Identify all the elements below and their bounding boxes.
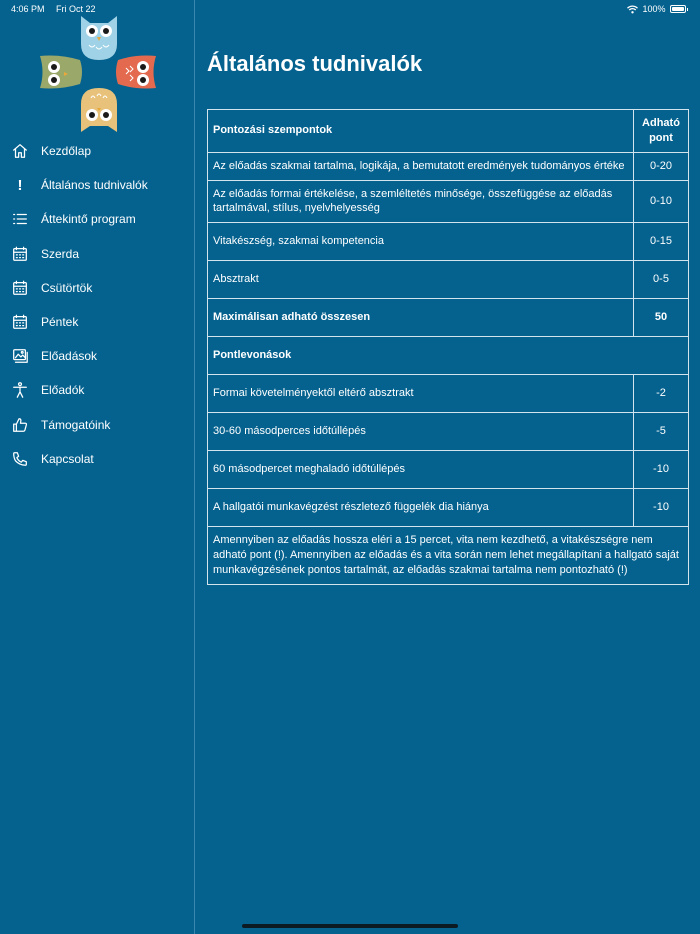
sidebar-item-szerda[interactable] — [0, 237, 195, 271]
sidebar-item-label: Áttekintő program — [41, 212, 136, 227]
owl-yellow — [81, 88, 117, 132]
points-cell: -10 — [634, 489, 689, 527]
sidebar-item-attekinto-program[interactable] — [0, 202, 195, 236]
criteria-header: Pontozási szempontok — [208, 110, 634, 153]
criteria-cell: Absztrakt — [208, 261, 634, 299]
sidebar-nav — [0, 134, 195, 476]
home-indicator[interactable] — [242, 924, 458, 928]
owl-logo — [38, 14, 160, 134]
note-text: Amennyiben az előadás hossza eléri a 15 percet, vita nem kezdhető, a vitakészségre nem adható pont (!). Amennyiben az előadás és a vita során nem lehet megállapítani a hallgató saját munkavégzésének pontos tartalmát, az előadás szakmai tartalma nem pontozható (!) — [208, 527, 689, 585]
total-label: Maximálisan adható összesen — [208, 299, 634, 337]
points-cell: 0-5 — [634, 261, 689, 299]
points-cell: 0-20 — [634, 152, 689, 180]
thumbs-up-icon — [10, 415, 30, 435]
page-title: Általános tudnivalók — [207, 51, 423, 76]
table-row — [208, 451, 689, 489]
deduction-cell: A hallgatói munkavégzést részletező függelék dia hiánya — [208, 489, 634, 527]
deductions-title: Pontlevonások — [208, 337, 689, 375]
deduction-cell: 60 másodpercet meghaladó időtúllépés — [208, 451, 634, 489]
points-cell: 0-15 — [634, 223, 689, 261]
owl-blue — [81, 16, 117, 60]
owl-green — [40, 56, 82, 89]
battery-icon — [670, 5, 686, 13]
table-header-row — [208, 110, 689, 153]
criteria-cell: Az előadás szakmai tartalma, logikája, a bemutatott eredmények tudományos értéke — [208, 152, 634, 180]
sidebar-item-label: Csütörtök — [41, 280, 93, 295]
total-row — [208, 299, 689, 337]
sidebar-item-tamogatoink[interactable] — [0, 408, 195, 442]
criteria-cell: Vitakészség, szakmai kompetencia — [208, 223, 634, 261]
table-row — [208, 223, 689, 261]
wifi-icon — [627, 5, 638, 14]
sidebar-item-pentek[interactable] — [0, 305, 195, 339]
criteria-cell: Az előadás formai értékelése, a szemléltetés minősége, összefüggése az előadás tartalmával, stílus, nyelvhelyesség — [208, 180, 634, 223]
table-row — [208, 152, 689, 180]
exclamation-icon: ! — [17, 176, 23, 194]
points-cell: -5 — [634, 413, 689, 451]
calendar-icon — [10, 244, 30, 264]
table-row — [208, 375, 689, 413]
list-icon — [10, 209, 30, 229]
person-icon — [10, 380, 30, 400]
calendar-icon — [10, 312, 30, 332]
points-cell: -2 — [634, 375, 689, 413]
sidebar-item-kapcsolat[interactable] — [0, 442, 195, 476]
sidebar-item-label: Előadók — [41, 383, 85, 398]
sidebar-item-label: Kapcsolat — [41, 451, 94, 466]
points-header: Adható pont — [634, 110, 689, 153]
scoring-table — [207, 109, 689, 585]
images-icon — [10, 346, 30, 366]
sidebar-item-csutortok[interactable] — [0, 271, 195, 305]
points-cell: -10 — [634, 451, 689, 489]
table-row — [208, 261, 689, 299]
table-row — [208, 180, 689, 223]
sidebar-item-altalanos-tudnivalok[interactable] — [0, 168, 195, 202]
owl-red — [116, 56, 156, 89]
deductions-header-row — [208, 337, 689, 375]
sidebar-item-label: Szerda — [41, 246, 80, 261]
sidebar-item-eloadasok[interactable] — [0, 339, 195, 373]
sidebar-item-label: Kezdőlap — [41, 144, 92, 159]
table-row — [208, 413, 689, 451]
battery-percent: 100% — [642, 4, 666, 14]
sidebar-item-eloadok[interactable] — [0, 373, 195, 407]
points-cell: 0-10 — [634, 180, 689, 223]
sidebar-item-label: Péntek — [41, 315, 79, 330]
sidebar-item-label: Támogatóink — [41, 417, 111, 432]
calendar-icon — [10, 278, 30, 298]
table-row — [208, 489, 689, 527]
deduction-cell: 30-60 másodperces időtúllépés — [208, 413, 634, 451]
sidebar — [0, 0, 195, 934]
sidebar-item-kezdolap[interactable] — [0, 134, 195, 168]
note-row — [208, 527, 689, 585]
sidebar-item-label: Előadások — [41, 349, 98, 364]
deduction-cell: Formai követelményektől eltérő absztrakt — [208, 375, 634, 413]
home-icon — [10, 141, 30, 161]
status-date: Fri Oct 22 — [56, 4, 96, 14]
total-points: 50 — [634, 299, 689, 337]
phone-icon — [10, 449, 30, 469]
sidebar-item-label: Általános tudnivalók — [41, 178, 148, 193]
status-time: 4:06 PM — [11, 4, 45, 14]
